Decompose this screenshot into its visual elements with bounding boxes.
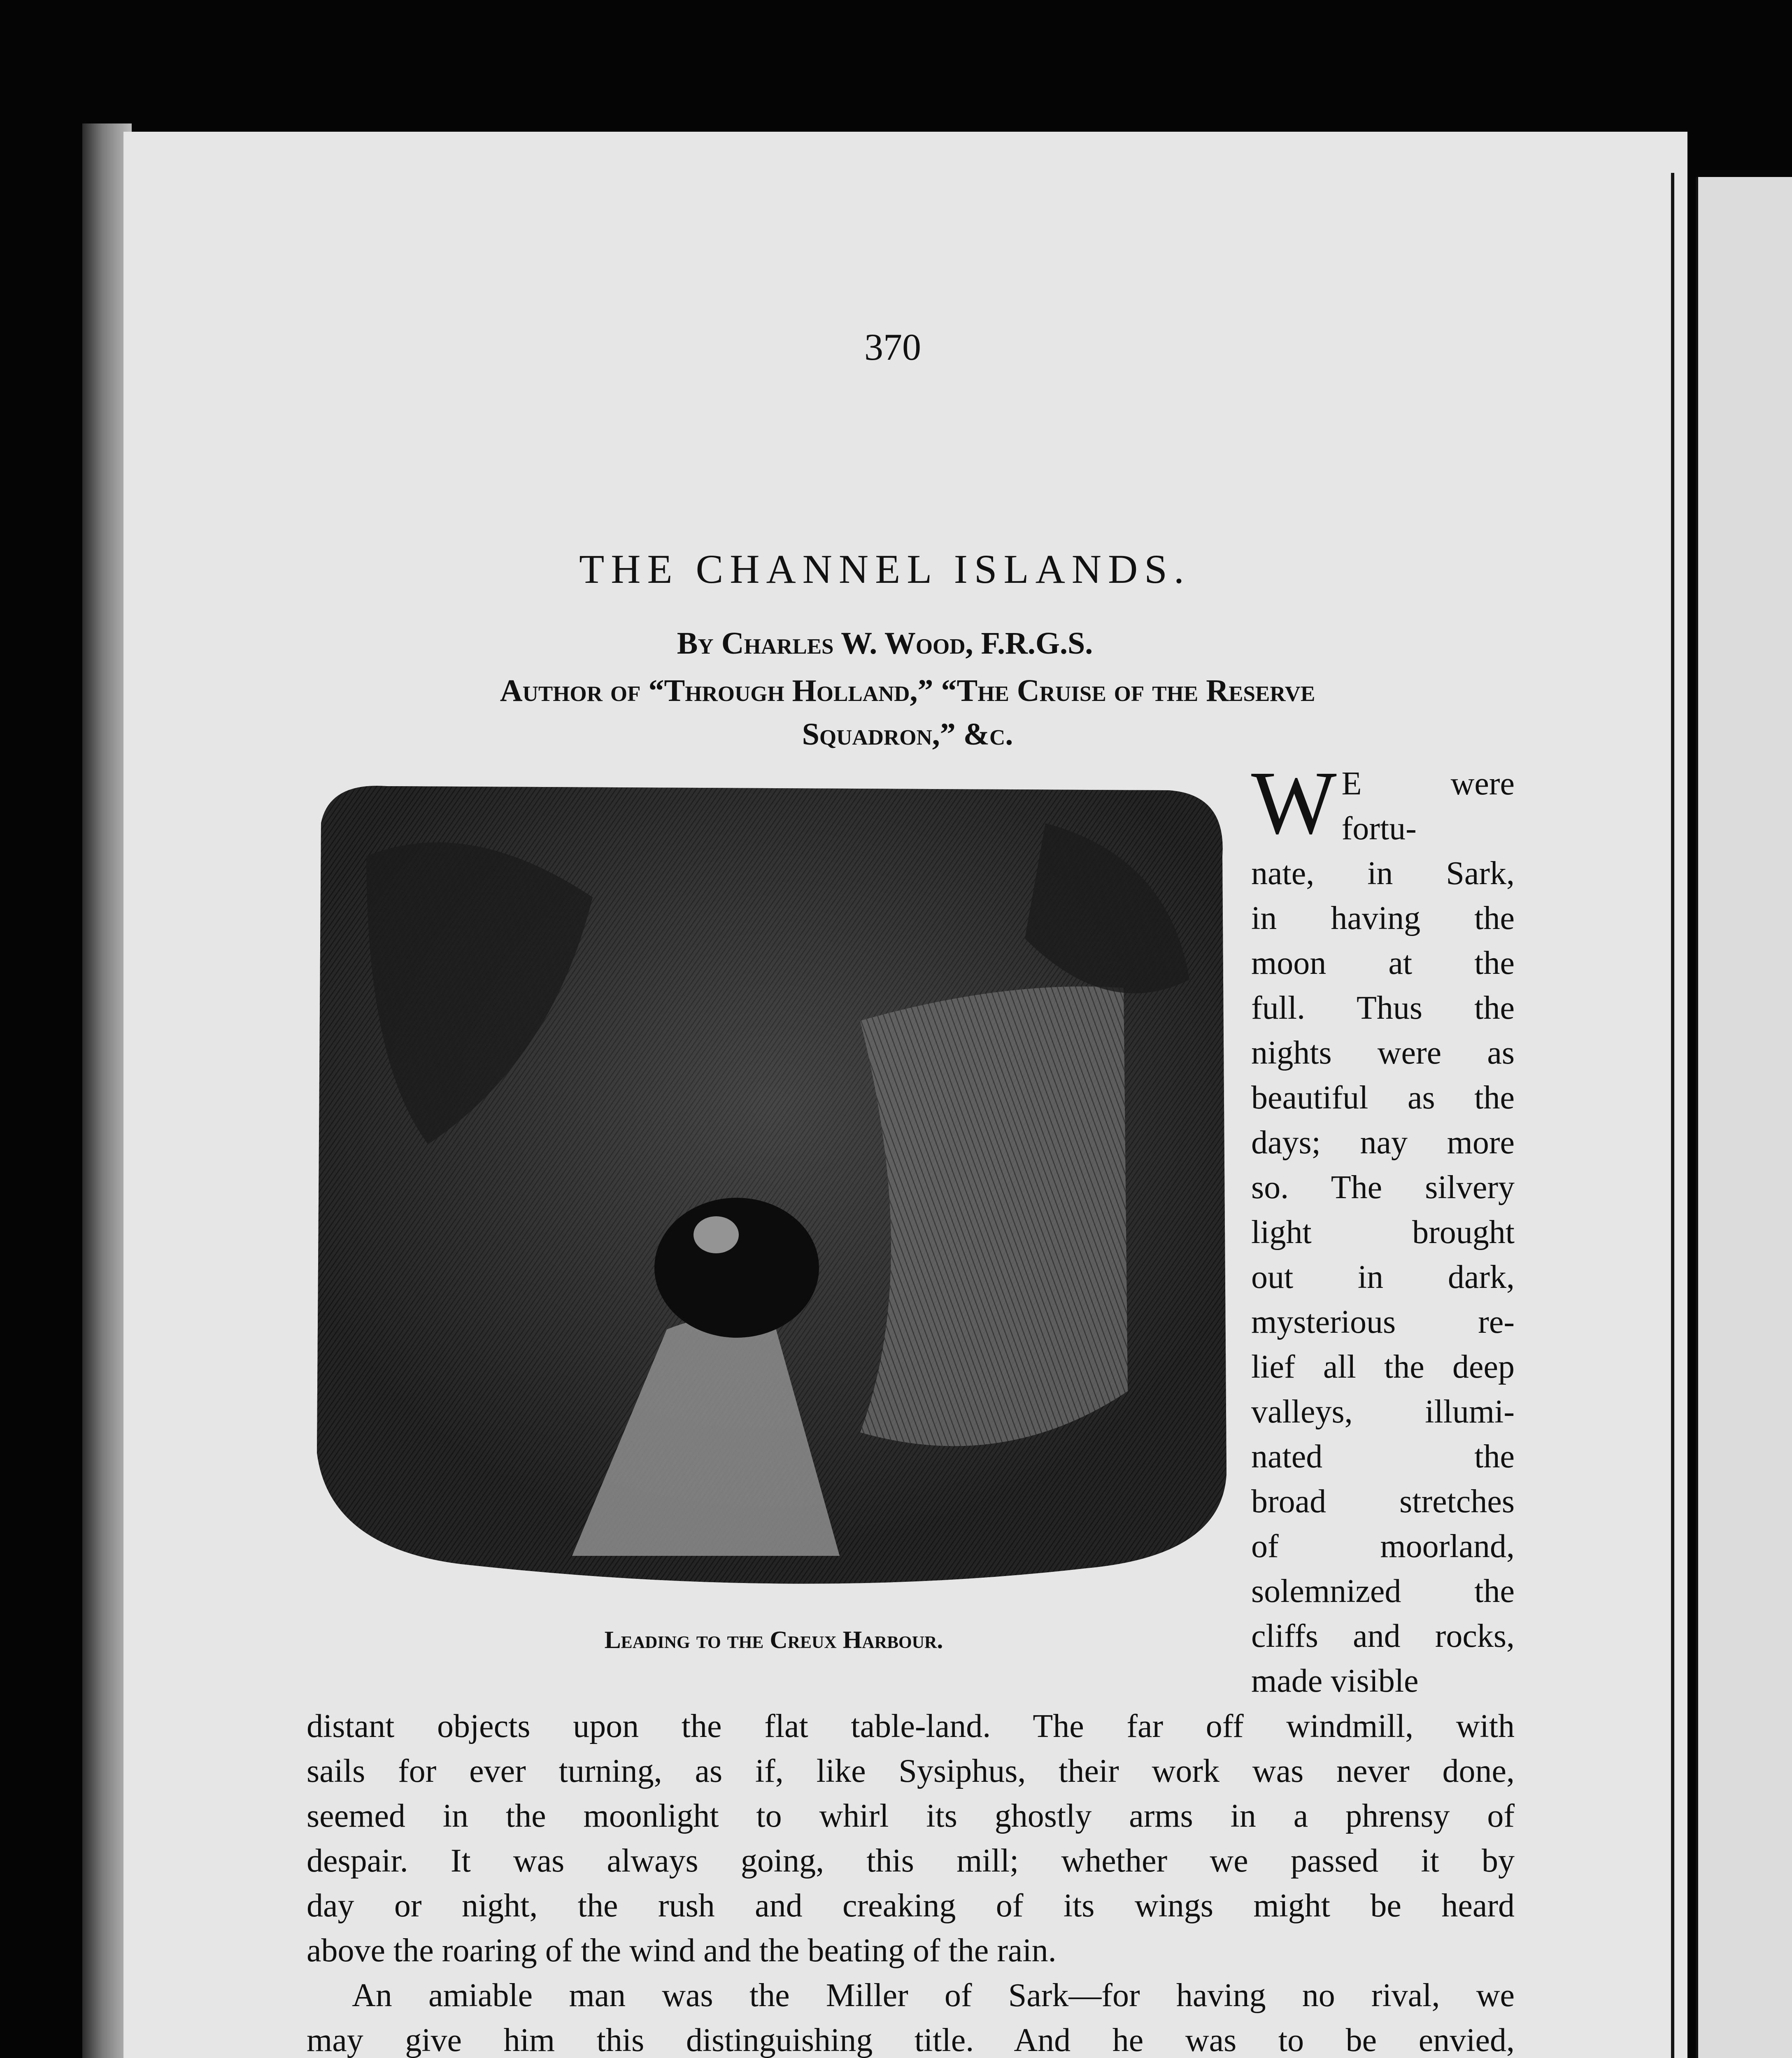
body-text-line: distant objects upon the flat table-land. The far off windmill, with (307, 1708, 1515, 1744)
side-text-line: nated the (1251, 1439, 1515, 1475)
side-text-line: made visible (1251, 1663, 1419, 1699)
body-paragraph (307, 1973, 1515, 2058)
side-text-line: cliffs and rocks, (1251, 1618, 1515, 1654)
body-text-line: day or night, the rush and creaking of its wings might be heard (307, 1888, 1515, 1924)
body-text-line: sails for ever turning, as if, like Sysiphus, their work was never done, (307, 1753, 1515, 1789)
facing-page-edge (1696, 177, 1792, 2058)
wrapped-text-column (1251, 752, 1515, 1704)
article-title: THE CHANNEL ISLANDS. (579, 546, 1191, 592)
engraving-illustration (305, 774, 1239, 1613)
author-credits-line-1: Author of “Through Holland,” “The Cruise of the Reserve (500, 673, 1315, 708)
side-text-line: so. The silvery (1251, 1169, 1515, 1206)
side-text-line: in having the (1251, 900, 1515, 936)
side-text-line: days; nay more (1251, 1124, 1515, 1161)
article-byline: By Charles W. Wood, F.R.G.S. (677, 626, 1093, 661)
drop-cap: W (1251, 752, 1337, 853)
side-text-line: nate, in Sark, (1251, 855, 1515, 892)
side-text-line: moon at the (1251, 945, 1515, 981)
side-text-line: beautiful as the (1251, 1080, 1515, 1116)
page-number: 370 (864, 326, 921, 368)
body-paragraph (307, 1704, 1515, 1973)
article-body (307, 1704, 1515, 2058)
body-text-line: may give him this distinguishing title. And he was to be envied, (307, 2022, 1515, 2058)
body-text-line: An amiable man was the Miller of Sark—for having no rival, we (352, 1977, 1515, 2014)
side-text-line: of moorland, (1251, 1528, 1515, 1564)
body-text-line: despair. It was always going, this mill; whether we passed it by (307, 1843, 1515, 1879)
side-text-line: light brought (1251, 1214, 1515, 1250)
side-lines (1251, 851, 1515, 1704)
side-text-line: solemnized the (1251, 1573, 1515, 1609)
side-text-line: full. Thus the (1251, 990, 1515, 1026)
body-text-line: seemed in the moonlight to whirl its ghostly arms in a phrensy of (307, 1798, 1515, 1834)
side-text-line: mysterious re- (1251, 1304, 1515, 1340)
side-first-text: E were fortu- (1341, 766, 1515, 847)
page-gutter (1671, 173, 1674, 2058)
author-credits-line-2: Squadron,” &c. (802, 717, 1013, 752)
side-text-line: lief all the deep (1251, 1349, 1515, 1385)
side-text-line: out in dark, (1251, 1259, 1515, 1295)
author-credits (305, 669, 1510, 756)
side-text-line: valleys, illumi- (1251, 1394, 1515, 1430)
side-text-line: nights were as (1251, 1035, 1515, 1071)
side-text-line: broad stretches (1251, 1483, 1515, 1520)
body-text-line: above the roaring of the wind and the beating of the rain. (307, 1932, 1057, 1969)
illustration-caption: Leading to the Creux Harbour. (604, 1626, 943, 1653)
